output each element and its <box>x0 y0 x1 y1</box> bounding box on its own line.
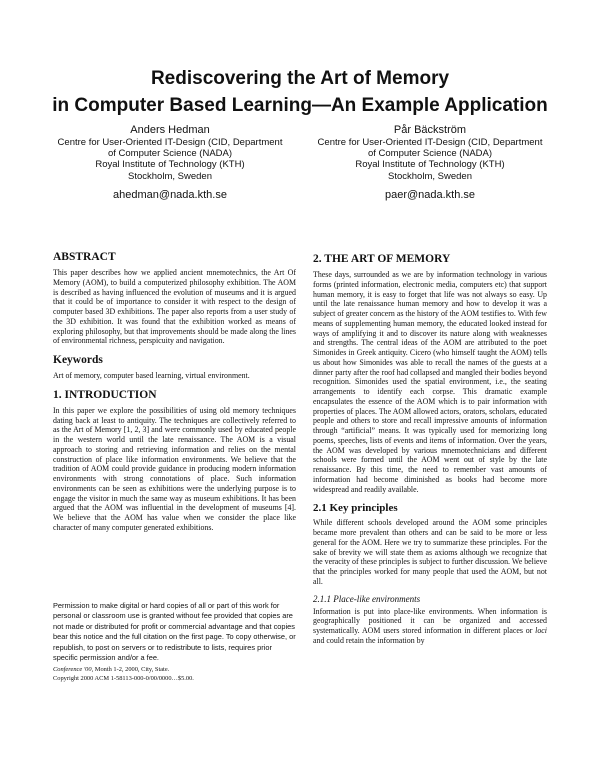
author-affiliation: Centre for User-Oriented IT-Design (CID, Department <box>317 137 543 148</box>
conference-name: Conference '00 <box>53 666 92 674</box>
author-email: paer@nada.kth.se <box>384 188 476 201</box>
art-of-memory-heading: 2. THE ART OF MEMORY <box>313 253 451 265</box>
art-of-memory-text: These days, surrounded as we are by information technology in various forms (printed information, electronic media, computers etc) that support human memory, it is easy to forget that life was not always so easy. Up until the late renaissance human memory and how to develop it was a subject of greater concern as the history of the AOM testifies to. With few means of supplementing human memory, the educated looked instead for ways of amplifying it and to discover its nature along with weaknesses and strengths. The central ideas of the AOM are attributed to the poet Simonides in Greek antiquity. Cicero (who himself taught the AOM) tells us about how Simonides was able to recall the names of the guests at a dinner party after the roof had collapsed and mangled their bodies beyond recognition. Simonides used the spatial environment, i.e., the seating arrangements to identify each corpse. This dramatic example encapsulates the essence of the AOM which is to pair information with properties of places. The AOM allowed actors, orators, scholars, educated people and others to store and recall impressive amounts of information through “artificial” means. It was typically used for memorizing long poems, speeches, lists of events and items of information. Over the years, the AOM was developed by various mnemotechnicians and different schools were formed until the AOM went out of style by the late renaissance. By this time, the need to remember vast amounts of information had become diminished as books had become more widespread and readily available. <box>313 270 547 494</box>
author-affiliation: Stockholm, Sweden <box>388 170 472 182</box>
author-block-1 <box>40 124 300 201</box>
author-name: Anders Hedman <box>130 124 210 136</box>
keywords-text: Art of memory, computer based learning, virtual environment. <box>53 371 250 380</box>
permission-text: Permission to make digital or hard copies of all or part of this work for personal or classroom use is granted without fee provided that copies are not made or distributed for profit or commercial advantage and that copies bear this notice and the full citation on the first page. To copy otherwise, or republish, to post on servers or to redistribute to lists, requires prior specific permission and/or a fee. <box>53 601 296 663</box>
paper-title-line-1: Rediscovering the Art of Memory <box>150 68 450 89</box>
introduction-text: In this paper we explore the possibilities of using old memory techniques dating back at least to antiquity. The techniques are collectively referred to as the Art of Memory [1, 2, 3] and were commonly used by educated people in the western world until the late renaissance. The AOM is a visual approach to storing and retrieving information and relies on the mental construction of place like information environments. We believe that the tradition of AOM could provide guidance in producing modern information environments with strong connotations of place. Such information environments can be seen as exhibitions were the underlying purpose is to engage the visitor in much the same way as museum exhibitions. It has been argued that the AOM was influential in the development of museums [4]. We believe that the AOM has value when we consider the place like character of many computer generated exhibitions. <box>53 405 296 532</box>
abstract-heading: ABSTRACT <box>53 251 116 263</box>
key-principles-text: While different schools developed around the AOM some principles became more prevalent than others and can be said to be more or less general for the AOM. Here we try to summarize these principles. For the sake of brevity we will state them as axioms although we recognize that the veracity of these principles is subject to further discussion. We believe that the principles worked for many people that used the AOM, but not all. <box>313 518 547 586</box>
paper-title-line-2: in Computer Based Learning—An Example Application <box>52 95 548 116</box>
key-principles-heading: 2.1 Key principles <box>313 502 398 515</box>
right-column <box>313 253 547 646</box>
left-column <box>53 251 296 533</box>
author-affiliation: Stockholm, Sweden <box>128 170 212 182</box>
author-affiliation: of Computer Science (NADA) <box>107 148 233 160</box>
conference-line <box>53 666 296 675</box>
permission-notice <box>53 601 296 684</box>
abstract-text: This paper describes how we applied ancient mnemotechnics, the Art Of Memory (AOM), to build a computerized philosophy exhibition. The AOM is described as having influenced the evolution of museums and it is argued that it could be of importance to consider it with respect to the design of computer based 3D exhibitions. The paper also reports from a user study of the 3D exhibition. It was found that the exhibition worked as means of exploring philosophy, but that improvements should be made along the lines of environmental richness, perspicuity and navigation. <box>53 268 296 346</box>
author-name: Pår Bäckström <box>393 124 467 136</box>
author-block-2 <box>300 124 560 201</box>
introduction-heading: 1. INTRODUCTION <box>53 388 157 401</box>
place-like-loci: loci <box>535 626 547 635</box>
author-affiliation: Centre for User-Oriented IT-Design (CID, Department <box>57 137 283 148</box>
conference-details: , Month 1-2, 2000, City, State. <box>91 666 170 674</box>
place-like-heading: 2.1.1 Place-like environments <box>313 593 421 604</box>
copyright-line: Copyright 2000 ACM 1-58113-000-0/00/0000…$5.00. <box>53 675 194 683</box>
place-like-text-end: and could retain the information by <box>313 635 425 645</box>
author-affiliation: of Computer Science (NADA) <box>367 148 493 160</box>
author-affiliation: Royal Institute of Technology (KTH) <box>355 159 505 171</box>
keywords-heading: Keywords <box>53 354 103 366</box>
author-affiliation: Royal Institute of Technology (KTH) <box>95 159 245 171</box>
author-email: ahedman@nada.kth.se <box>113 188 227 201</box>
place-like-text <box>313 607 547 646</box>
place-like-text-start: Information is put into place-like environments. When information is geographically positioned it can be organized and accessed systematically. AOM users stored information in different places or <box>313 606 547 635</box>
